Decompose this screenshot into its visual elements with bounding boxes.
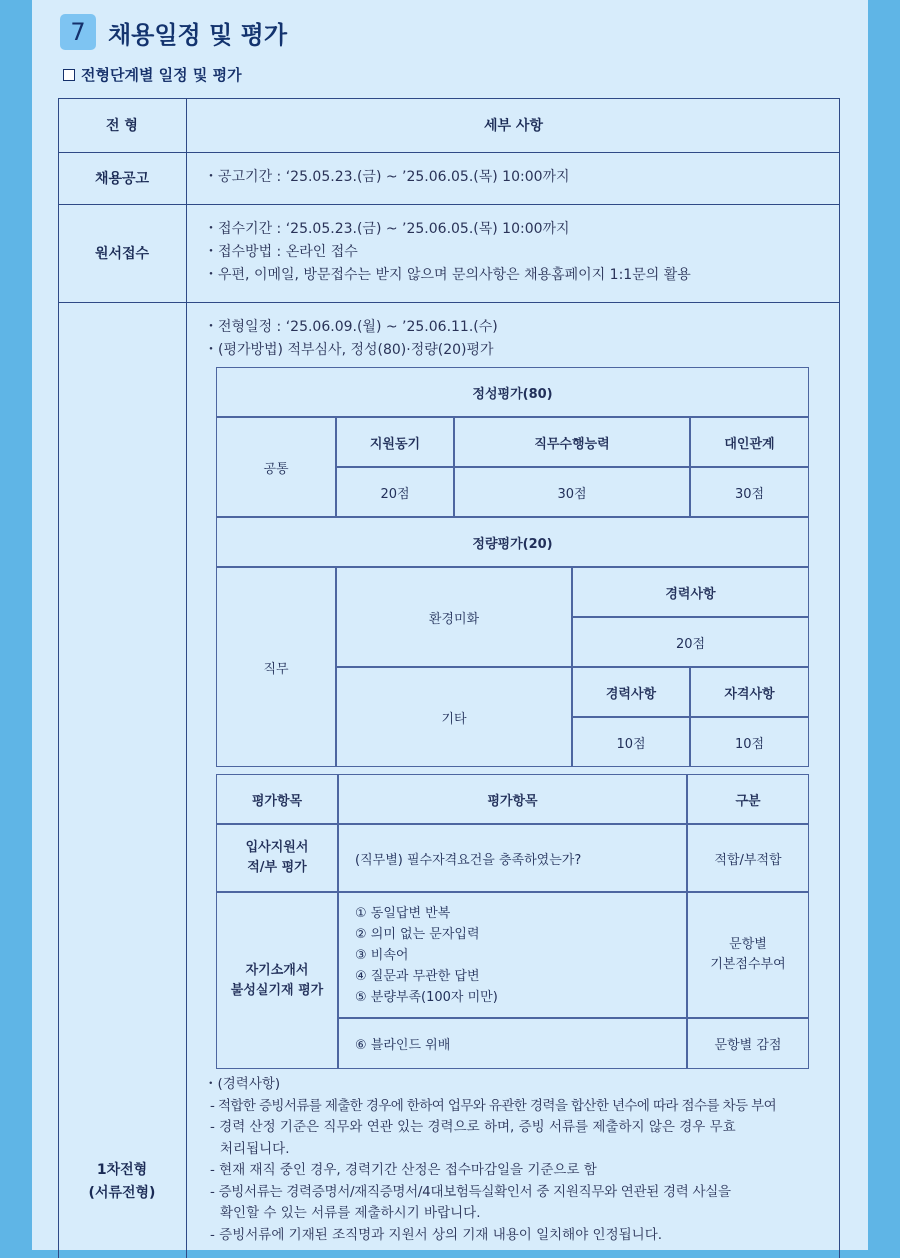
other-label: 기타 (336, 667, 572, 767)
row-divider (58, 302, 840, 303)
eval-content-requirement: (직무별) 필수자격요건을 충족하였는가? (338, 824, 687, 892)
eval-label-application (216, 824, 338, 892)
qual-col-motivation: 지원동기 (336, 417, 454, 467)
list-item: ① 동일답변 반복 (355, 905, 451, 921)
other-career-header: 경력사항 (572, 667, 690, 717)
section-header (60, 12, 287, 52)
detail-line: ・접수방법 : 온라인 접수 (204, 244, 358, 260)
job-label: 직무 (216, 567, 336, 767)
subsection-title: 전형단계별 일정 및 평가 (81, 66, 242, 84)
other-career-score: 10점 (572, 717, 690, 767)
env-label: 환경미화 (336, 567, 572, 667)
qualitative-title: 정성평가(80) (216, 367, 809, 417)
section-number-badge: 7 (60, 14, 96, 50)
application-details (204, 218, 691, 287)
result-line: 기본점수부여 (710, 957, 786, 972)
subsection-heading (63, 64, 242, 85)
row-label-announcement: 채용공고 (94, 171, 150, 187)
note-line: - 적합한 증빙서류를 제출한 경우에 한하여 업무와 유관한 경력을 합산한 년수에 따라 점수를 차등 부여 (210, 1097, 777, 1114)
label-line: 자기소개서 (245, 962, 309, 978)
note-line: 확인할 수 있는 서류를 제출하시기 바랍니다. (220, 1205, 481, 1221)
career-notes (204, 1074, 776, 1246)
eval-result-base-score (687, 892, 809, 1018)
note-line: - 증빙서류에 기재된 조직명과 지원서 상의 기재 내용이 일치해야 인정됩니다. (210, 1226, 663, 1243)
other-license-header: 자격사항 (690, 667, 809, 717)
detail-line: ・(평가방법) 적부심사, 정성(80)·정량(20)평가 (204, 342, 494, 358)
quantitative-title: 정량평가(20) (216, 517, 809, 567)
note-line: - 증빙서류는 경력증명서/재직증명서/4대보험득실확인서 중 지원직무와 연관된 경력 사실을 (210, 1183, 731, 1200)
other-license-score: 10점 (690, 717, 809, 767)
screening-details (204, 316, 498, 362)
eval-header-division: 구분 (687, 774, 809, 824)
section-title: 채용일정 및 평가 (108, 20, 287, 49)
list-item: ③ 비속어 (355, 947, 409, 963)
header-stage: 전 형 (106, 118, 138, 134)
announcement-details (204, 166, 570, 189)
result-line: 문항별 (729, 937, 767, 952)
header-details: 세부 사항 (484, 118, 543, 134)
label-line: 1차전형 (96, 1162, 148, 1178)
detail-line: ・전형일정 : ‘25.06.09.(월) ~ ’25.06.11.(수) (204, 319, 498, 335)
env-career-header: 경력사항 (572, 567, 809, 617)
detail-line: ・우편, 이메일, 방문접수는 받지 않으며 문의사항은 채용홈페이지 1:1문의 활용 (204, 267, 691, 283)
qual-col-competency: 직무수행능력 (454, 417, 690, 467)
qual-score: 20점 (336, 467, 454, 517)
qual-col-relations: 대인관계 (690, 417, 809, 467)
eval-header-content: 평가항목 (338, 774, 687, 824)
eval-content-insincere (338, 892, 687, 1018)
list-item: ④ 질문과 무관한 답변 (355, 968, 480, 984)
note-line: - 현재 재직 중인 경우, 경력기간 산정은 접수마감일을 기준으로 함 (210, 1162, 597, 1178)
env-career-score: 20점 (572, 617, 809, 667)
list-item: ② 의미 없는 문자입력 (355, 926, 480, 942)
note-line: 처리됩니다. (220, 1140, 290, 1157)
detail-line: ・공고기간 : ‘25.05.23.(금) ~ ’25.06.05.(목) 10:00까지 (204, 169, 570, 185)
list-item: ⑤ 분량부족(100자 미만) (355, 989, 498, 1005)
row-label-application: 원서접수 (94, 246, 150, 262)
eval-header-item: 평가항목 (216, 774, 338, 824)
label-line: 불성실기재 평가 (230, 982, 324, 998)
eval-label-self-intro (216, 892, 338, 1069)
eval-content-blind: ⑥ 블라인드 위배 (338, 1018, 687, 1069)
label-line: 적/부 평가 (247, 860, 307, 875)
column-divider (186, 98, 187, 1258)
common-label: 공통 (216, 417, 336, 517)
insincere-item-list (355, 903, 498, 1008)
note-line: ・(경력사항) (204, 1076, 281, 1092)
qual-score: 30점 (690, 467, 809, 517)
detail-line: ・접수기간 : ‘25.05.23.(금) ~ ’25.06.05.(목) 10:00까지 (204, 221, 570, 237)
label-line: (서류전형) (88, 1185, 156, 1201)
note-line: - 경력 산정 기준은 직무와 연관 있는 경력으로 하며, 증빙 서류를 제출하지 않은 경우 무효 (210, 1119, 736, 1135)
row-label-document-screening (58, 1152, 186, 1212)
checkbox-square-icon (63, 69, 75, 81)
eval-result-deduction: 문항별 감점 (687, 1018, 809, 1069)
qual-score: 30점 (454, 467, 690, 517)
label-line: 입사지원서 (245, 840, 309, 855)
eval-result-fit: 적합/부적합 (687, 824, 809, 892)
